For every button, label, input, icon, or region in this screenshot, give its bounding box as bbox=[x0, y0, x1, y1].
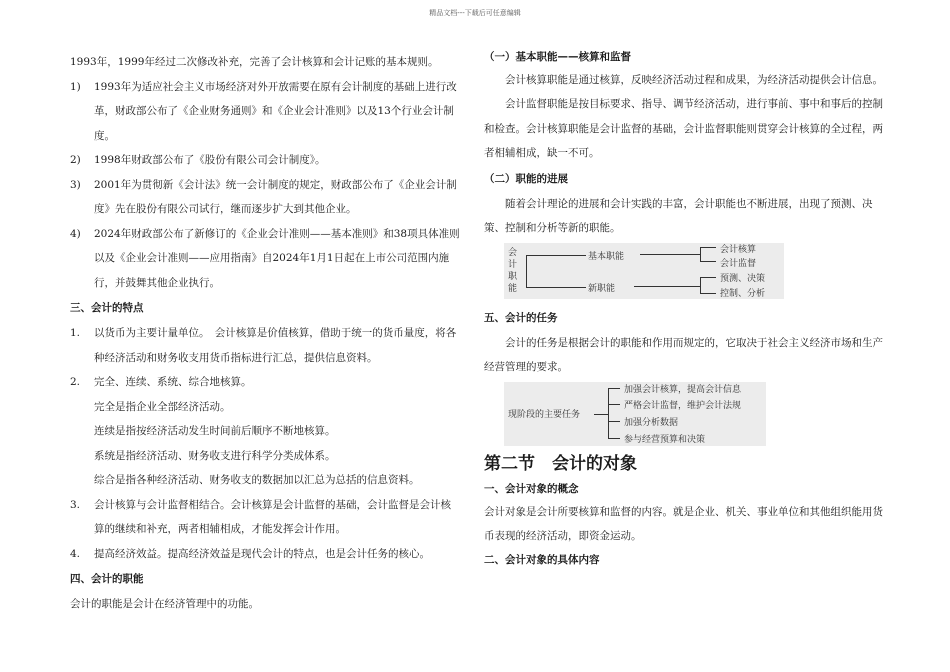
para-supervision-function: 会计监督职能是按目标要求、指导、调节经济活动，进行事前、事中和事后的控制和检查。会计核算职能是会计监督的基础，会计监督职能则贯穿会计核算的全过程，两者相辅相成，缺一不可。 bbox=[484, 98, 883, 159]
section-heading: 三、会计的特点 bbox=[70, 302, 144, 314]
item-text: 2001年为贯彻新《会计法》统一会计制度的规定，财政部公布了《企业会计制度》先在股份有限公司试行，继而逐步扩大到其他企业。 bbox=[94, 178, 457, 215]
numbered-item bbox=[70, 493, 460, 542]
heading-tasks: 五、会计的任务 bbox=[484, 311, 558, 324]
heading-object-concept: 一、会计对象的概念 bbox=[484, 482, 579, 495]
task-item: 加强会计核算，提高会计信息 bbox=[624, 384, 742, 395]
item-number: 1) bbox=[70, 80, 81, 93]
heading-object-content: 二、会计对象的具体内容 bbox=[484, 553, 600, 566]
numbered-item bbox=[70, 148, 460, 173]
para-function-development: 随着会计理论的进展和会计实践的丰富，会计职能也不断进展，出现了预测、决策、控制和分析等新的职能。 bbox=[484, 197, 873, 234]
diagram-item-supervision: 会计监督 bbox=[720, 258, 757, 269]
tasks-root-label: 现阶段的主要任务 bbox=[508, 409, 581, 420]
task-item: 加强分析数据 bbox=[624, 417, 679, 428]
heading-function-development: （二）职能的进展 bbox=[484, 172, 568, 185]
numbered-item bbox=[70, 542, 460, 567]
diagram-item-accounting: 会计核算 bbox=[720, 244, 757, 255]
para-accounting-function: 会计核算职能是通过核算，反映经济活动过程和成果，为经济活动提供会计信息。 bbox=[505, 74, 883, 86]
paragraph: 1993年，1999年经过二次修改补充，完善了会计核算和会计记账的基本规则。 bbox=[70, 56, 439, 68]
item-text: 1993年为适应社会主义市场经济对外开放需要在原有会计制度的基础上进行改革，财政部公布了《企业财务通则》和《企业会计准则》以及13个行业会计制度。 bbox=[94, 80, 457, 142]
task-item: 参与经营预算和决策 bbox=[624, 434, 706, 445]
item-text: 提高经济效益。提高经济效益是现代会计的特点，也是会计任务的核心。 bbox=[94, 547, 430, 560]
numbered-item bbox=[70, 321, 460, 370]
item-text: 完全、连续、系统、综合地核算。 bbox=[94, 376, 252, 388]
numbered-item bbox=[70, 370, 460, 395]
numbered-item bbox=[70, 75, 460, 149]
diagram-root-label: 会计职能 bbox=[508, 247, 518, 294]
item-text: 2024年财政部公布了新修订的《企业会计准则——基本准则》和38项具体准则以及《企业会计准则——应用指南》自2024年1月1日起在上市公司范围内施行，并鼓舞其他企业执行。 bbox=[94, 227, 460, 289]
diagram-item-control: 控制、分析 bbox=[720, 288, 766, 299]
heading-basic-functions: （一）基本职能——核算和监督 bbox=[484, 51, 631, 63]
diagram-basic-function: 基本职能 bbox=[588, 251, 625, 262]
diagram-item-forecast: 预测、决策 bbox=[720, 273, 766, 284]
section-heading: 四、会计的职能 bbox=[70, 573, 144, 585]
item-number: 3. bbox=[70, 498, 81, 511]
item-number: 4) bbox=[70, 227, 81, 240]
task-item: 严格会计监督，维护会计法规 bbox=[624, 400, 742, 411]
item-number: 2. bbox=[70, 376, 81, 388]
item-text: 会计核算与会计监督相结合。会计核算是会计监督的基础，会计监督是会计核算的继续和补充，两者相辅相成，才能发挥会计作用。 bbox=[94, 498, 451, 535]
item-number: 1. bbox=[70, 327, 81, 339]
para-object-concept: 会计对象是会计所要核算和监督的内容。就是企业、机关、事业单位和其他组织能用货币表现的经济活动，即资金运动。 bbox=[484, 505, 883, 542]
functions-diagram bbox=[504, 243, 784, 299]
tasks-diagram bbox=[504, 382, 766, 446]
right-column bbox=[484, 50, 884, 571]
sub-item: 系统是指经济活动、财务收支进行科学分类成体系。 bbox=[94, 449, 336, 462]
diagram-new-function: 新职能 bbox=[588, 283, 616, 294]
numbered-item bbox=[70, 222, 460, 296]
item-number: 3) bbox=[70, 178, 81, 191]
section-title: 第二节 会计的对象 bbox=[484, 453, 637, 474]
page-header: 精品文档---下载后可任意编辑 bbox=[429, 9, 521, 17]
sub-item: 连续是指按经济活动发生时间前后顺序不断地核算。 bbox=[94, 425, 336, 437]
para-tasks: 会计的任务是根据会计的职能和作用而规定的，它取决于社会主义经济市场和生产经营管理的要求。 bbox=[484, 336, 883, 373]
sub-item: 综合是指各种经济活动、财务收支的数据加以汇总为总括的信息资料。 bbox=[94, 474, 420, 486]
numbered-item bbox=[70, 173, 460, 222]
item-text: 以货币为主要计量单位。 会计核算是价值核算，借助于统一的货币量度，将各种经济活动和财务收支用货币指标进行汇总，提供信息资料。 bbox=[94, 327, 457, 364]
item-number: 4. bbox=[70, 547, 81, 560]
item-number: 2) bbox=[70, 154, 81, 166]
paragraph: 会计的职能是会计在经济管理中的功能。 bbox=[70, 598, 259, 610]
item-text: 1998年财政部公布了《股份有限公司会计制度》。 bbox=[94, 154, 326, 166]
sub-item: 完全是指企业全部经济活动。 bbox=[94, 400, 231, 413]
left-column bbox=[70, 50, 460, 617]
